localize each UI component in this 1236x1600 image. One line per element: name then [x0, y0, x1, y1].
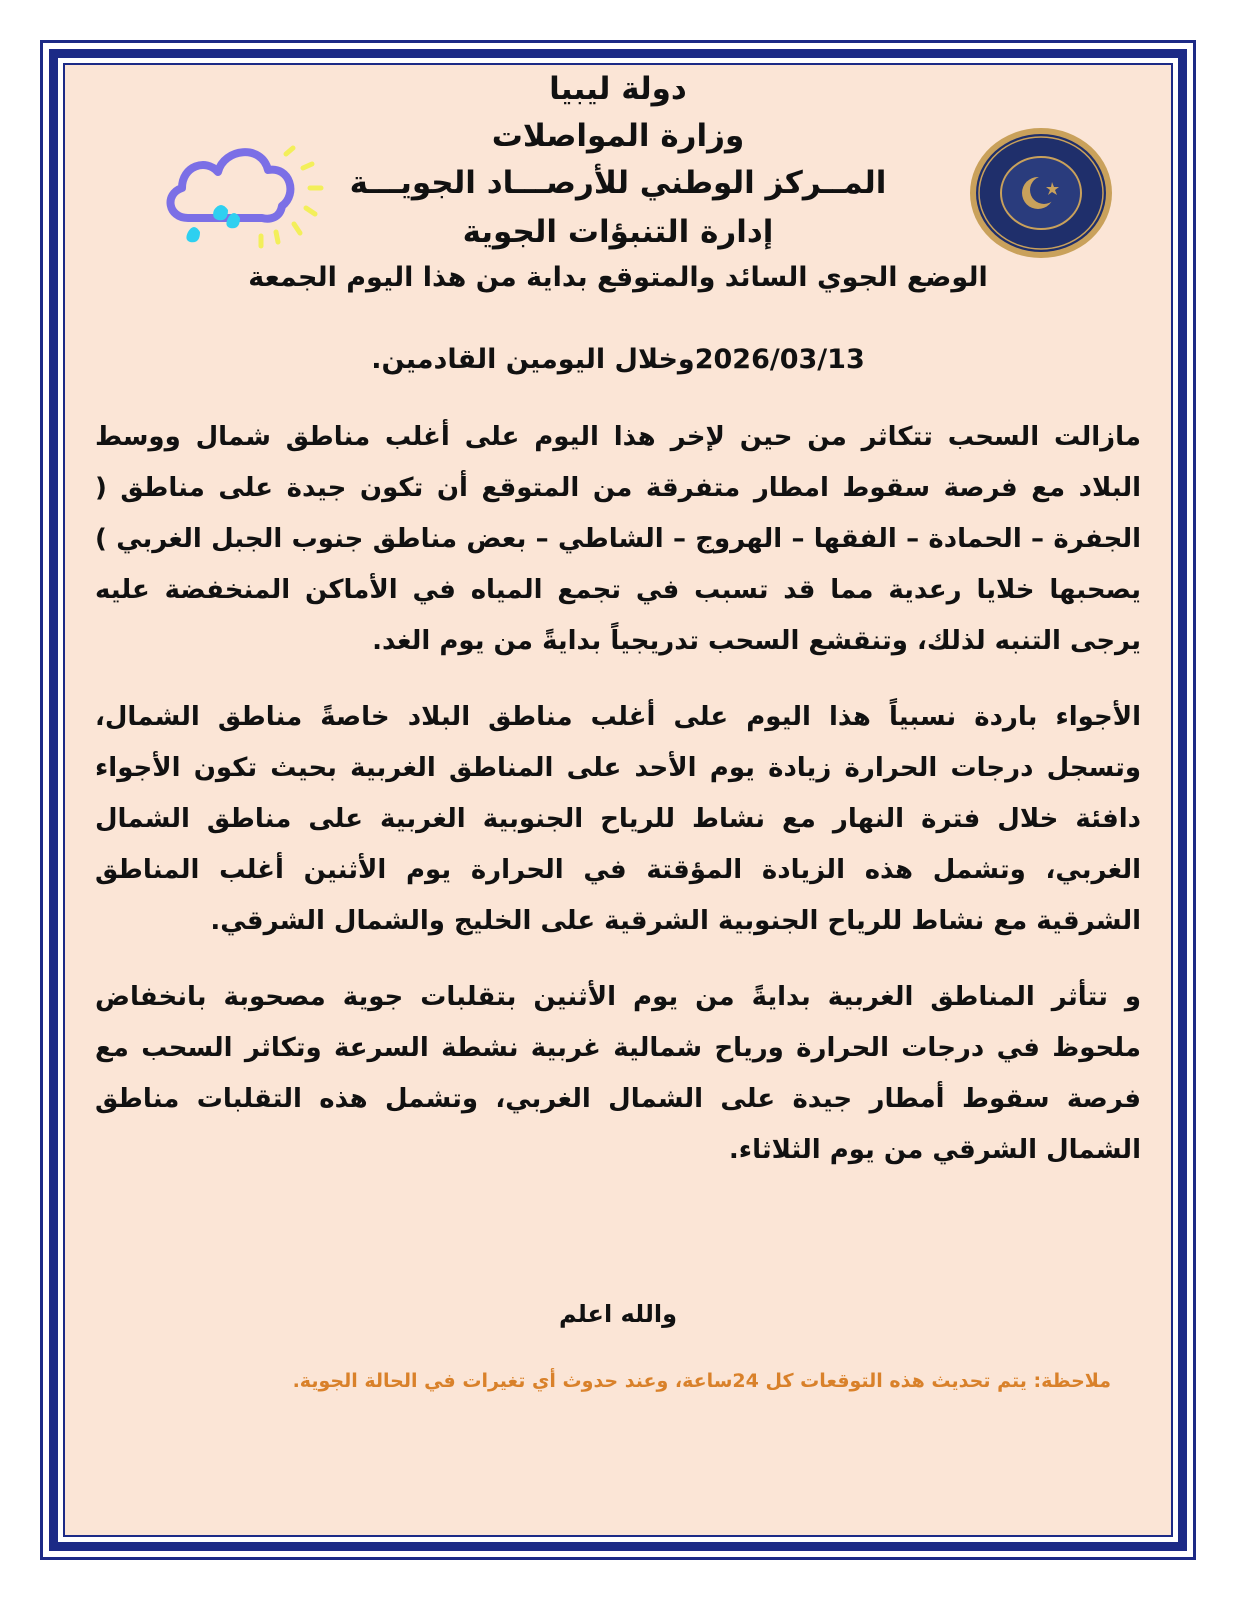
forecast-date-line: 2026/03/13وخلال اليومين القادمين. [371, 344, 865, 375]
center-title: المــركز الوطني للأرصـــاد الجويـــة [349, 165, 887, 201]
ministry-title: وزارة المواصلات [491, 118, 745, 154]
closing-phrase: والله اعلم [558, 1300, 678, 1328]
forecast-body [95, 412, 1141, 1201]
forecast-subtitle: الوضع الجوي السائد والمتوقع بداية من هذا اليوم الجمعة [248, 262, 988, 293]
document-header [0, 66, 1236, 381]
forecast-paragraph-western-changes: و تتأثر المناطق الغربية بدايةً من يوم الأثنين بتقلبات جوية مصحوبة بانخفاض ملحوظ في درجات الحرارة ورياح شمالية غربية نشطة السرعة وتكاثر السحب مع فرصة سقوط أمطار جيدة على الشمال الغربي، وتشمل هذه التقلبات مناطق الشمال الشرقي من يوم الثلاثاء. [95, 982, 1141, 1165]
update-note: ملاحظة: يتم تحديث هذه التوقعات كل 24ساعة، وعند حدوث أي تغيرات في الحالة الجوية. [292, 1370, 1111, 1392]
department-title: إدارة التنبؤات الجوية [462, 214, 774, 250]
country-title: دولة ليبيا [549, 71, 687, 107]
forecast-paragraph-temperature: الأجواء باردة نسبياً هذا اليوم على أغلب مناطق البلاد خاصةً مناطق الشمال، وتسجل درجات الحرارة زيادة يوم الأحد على المناطق الغربية بحيث تكون الأجواء دافئة خلال فترة النهار مع نشاط للرياح الجنوبية الغربية على مناطق الشمال الغربي، وتشمل هذه الزيادة المؤقتة في الحرارة يوم الأثنين أغلب المناطق الشرقية مع نشاط للرياح الجنوبية الشرقية على الخليج والشمال الشرقي. [95, 702, 1141, 936]
forecast-paragraph-clouds: مازالت السحب تتكاثر من حين لإخر هذا اليوم على أغلب مناطق شمال ووسط البلاد مع فرصة سقوط امطار متفرقة من المتوقع أن تكون جيدة على مناطق ( الجفرة – الحمادة – الفقها – الهروج – الشاطي – بعض مناطق جنوب الجبل الغربي ) يصحبها خلايا رعدية مما قد تسبب في تجمع المياه في الأماكن المنخفضة عليه يرجى التنبه لذلك، وتنقشع السحب تدريجياً بدايةً من يوم الغد. [95, 422, 1141, 656]
